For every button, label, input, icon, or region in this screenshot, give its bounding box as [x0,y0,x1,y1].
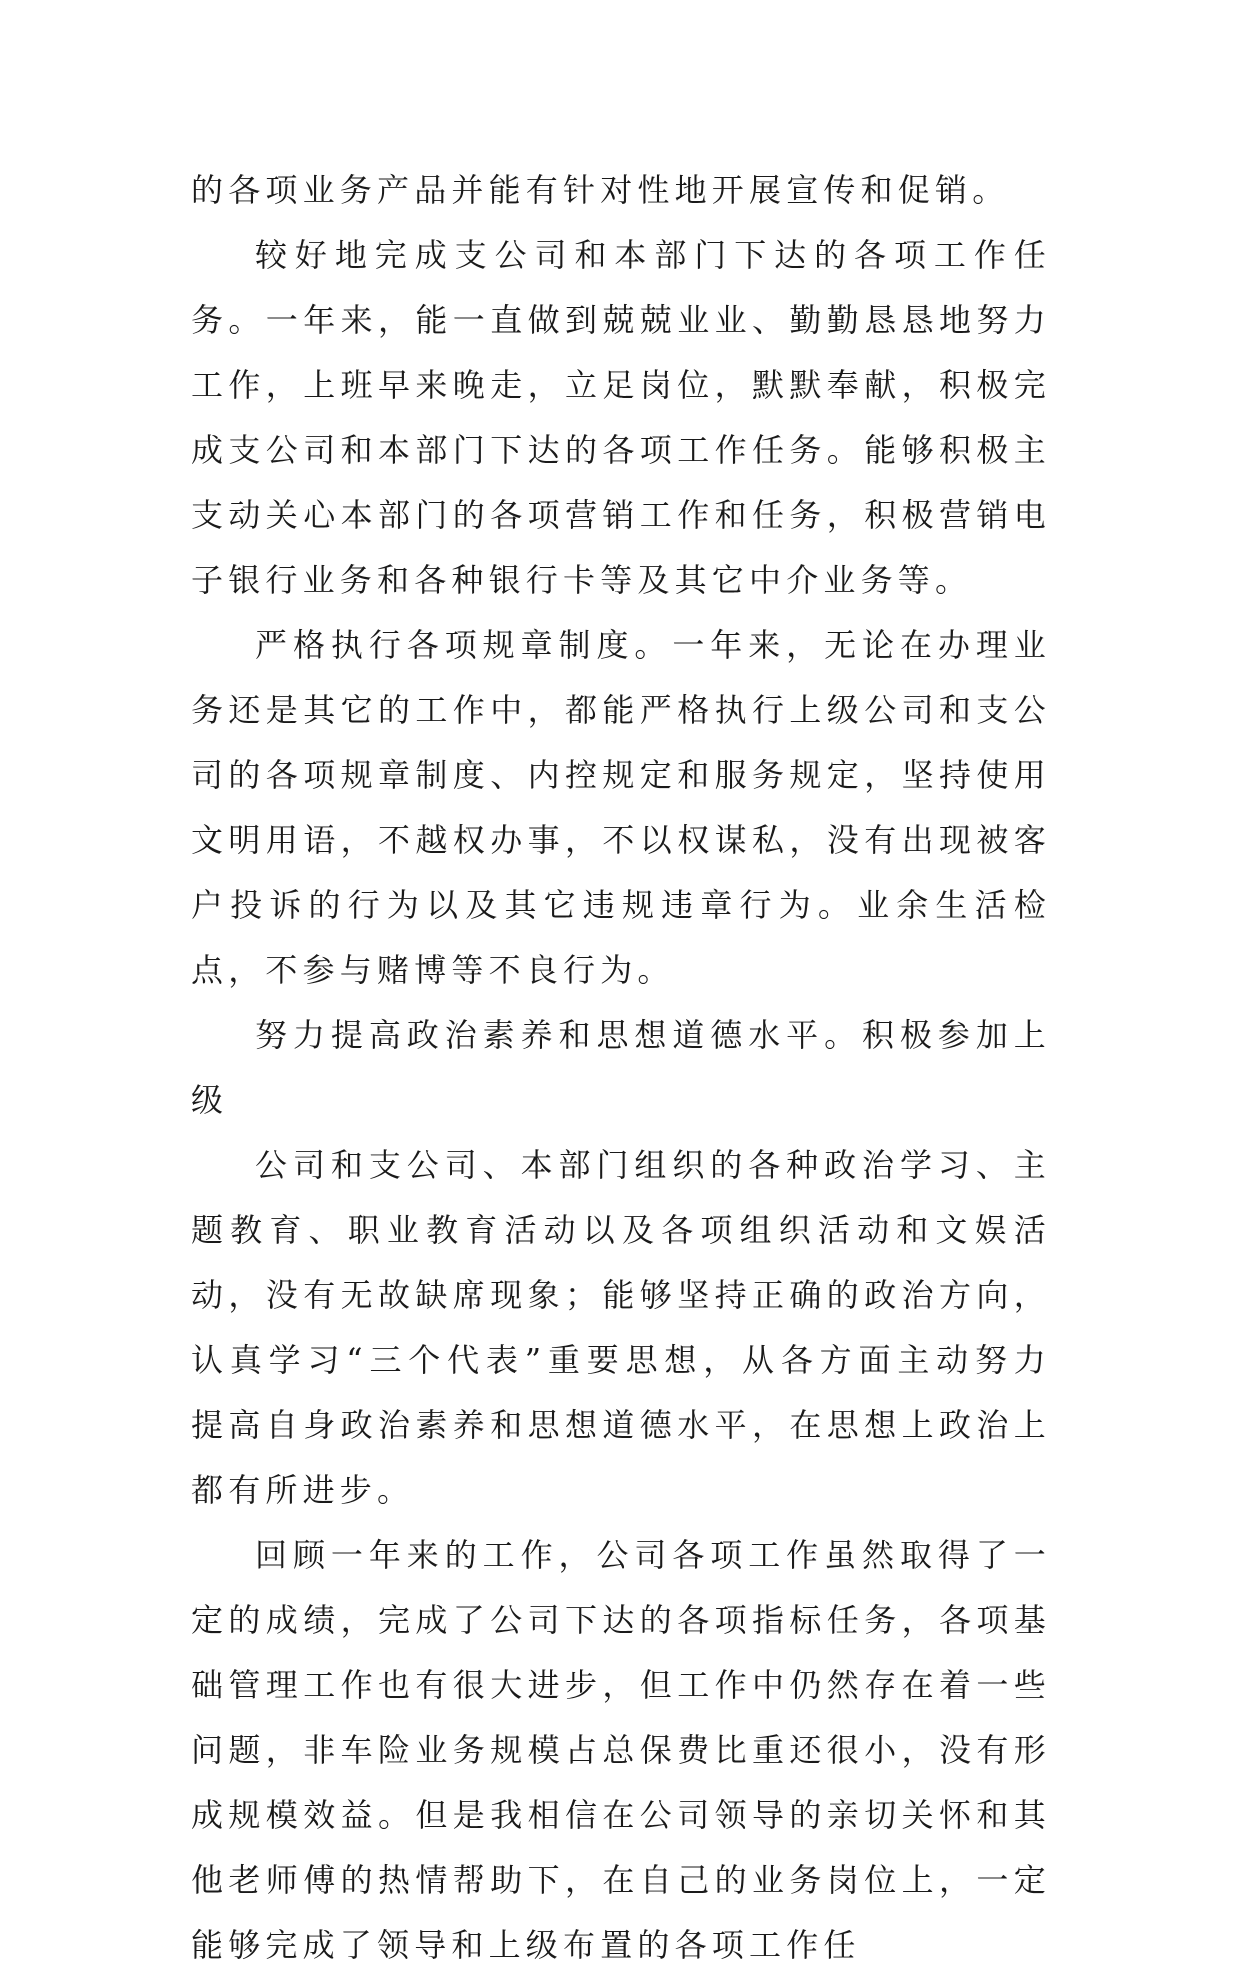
paragraph-5: 公司和支公司、本部门组织的各种政治学习、主题教育、职业教育活动以及各项组织活动和文娱活动，没有无故缺席现象；能够坚持正确的政治方向，认真学习“三个代表”重要思想，从各方面主动努力提高自身政治素养和思想道德水平，在思想上政治上都有所进步。 [191,1146,1051,1509]
paragraph-3: 严格执行各项规章制度。一年来，无论在办理业务还是其它的工作中，都能严格执行上级公司和支公司的各项规章制度、内控规定和服务规定，坚持使用文明用语，不越权办事，不以权谋私，没有出现被客户投诉的行为以及其它违规违章行为。业余生活检点，不参与赌博等不良行为。 [191,626,1051,989]
paragraph-2: 较好地完成支公司和本部门下达的各项工作任务。一年来，能一直做到兢兢业业、勤勤恳恳地努力工作，上班早来晚走，立足岗位，默默奉献，积极完成支公司和本部门下达的各项工作任务。能够积极主支动关心本部门的各项营销工作和任务，积极营销电子银行业务和各种银行卡等及其它中介业务等。 [191,236,1051,599]
document-body [191,158,1051,1978]
paragraph-6: 回顾一年来的工作，公司各项工作虽然取得了一定的成绩，完成了公司下达的各项指标任务，各项基础管理工作也有很大进步，但工作中仍然存在着一些问题，非车险业务规模占总保费比重还很小，没有形成规模效益。但是我相信在公司领导的亲切关怀和其他老师傅的热情帮助下，在自己的业务岗位上，一定能够完成了领导和上级布置的各项工作任 [191,1536,1051,1964]
paragraph-4: 努力提高政治素养和思想道德水平。积极参加上级 [191,1016,1051,1119]
paragraph-1: 的各项业务产品并能有针对性地开展宣传和促销。 [191,171,1010,209]
